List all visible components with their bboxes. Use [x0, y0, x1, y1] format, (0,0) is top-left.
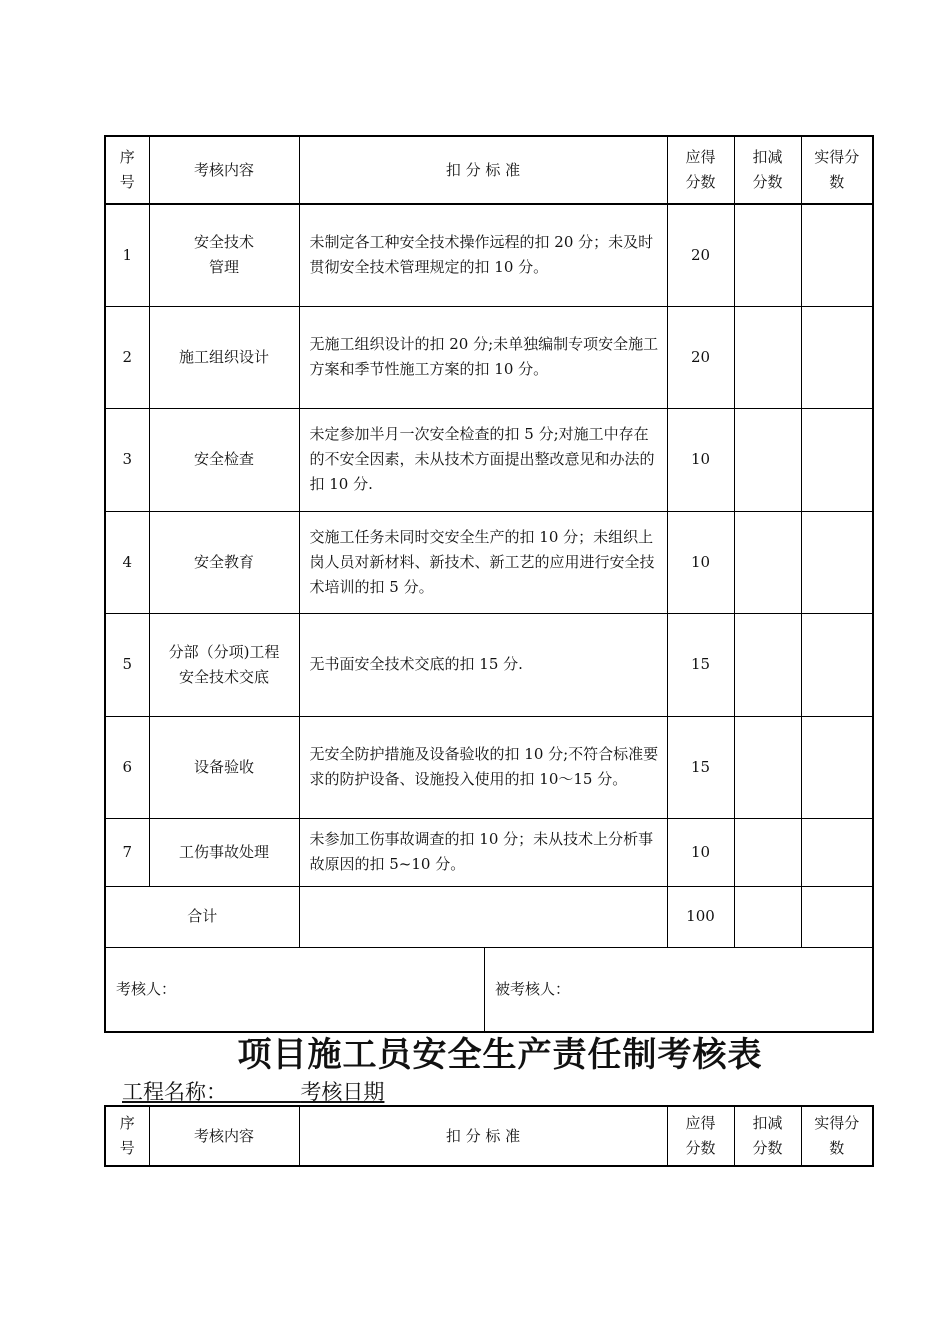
row-seq: 1 — [105, 204, 149, 306]
row-seq: 7 — [105, 818, 149, 886]
row-content: 安全教育 — [149, 511, 299, 613]
row-deducted-score[interactable] — [734, 306, 801, 408]
assessment-table-2 — [104, 1105, 874, 1167]
row-criteria: 未定参加半月一次安全检查的扣 5 分;对施工中存在的不安全因素，未从技术方面提出整改意见和办法的扣 10 分. — [299, 408, 667, 511]
header-content: 考核内容 — [149, 1106, 299, 1166]
row-deducted-score[interactable] — [734, 511, 801, 613]
row-seq: 4 — [105, 511, 149, 613]
row-due-score: 10 — [667, 408, 734, 511]
header-criteria: 扣 分 标 准 — [299, 136, 667, 204]
signature-row — [105, 947, 873, 1032]
row-seq: 6 — [105, 716, 149, 818]
row-content: 工伤事故处理 — [149, 818, 299, 886]
assessment-table — [104, 135, 874, 1033]
assessee-signature-field[interactable] — [485, 948, 872, 1031]
assessee-label: 被考核人： — [495, 979, 571, 998]
row-criteria: 无安全防护措施及设备验收的扣 10 分;不符合标准要求的防护设备、设施投入使用的扣 10～15 分。 — [299, 716, 667, 818]
table-row — [105, 613, 873, 716]
header-content: 考核内容 — [149, 136, 299, 204]
row-content: 设备验收 — [149, 716, 299, 818]
table-row — [105, 408, 873, 511]
row-seq: 2 — [105, 306, 149, 408]
row-due-score: 15 — [667, 613, 734, 716]
row-due-score: 15 — [667, 716, 734, 818]
table-header-row — [105, 1106, 873, 1166]
header-deducted-score: 扣减分数 — [734, 136, 801, 204]
row-criteria: 无施工组织设计的扣 20 分;未单独编制专项安全施工方案和季节性施工方案的扣 10 分。 — [299, 306, 667, 408]
total-row — [105, 886, 873, 947]
row-actual-score[interactable] — [801, 306, 873, 408]
row-criteria: 交施工任务未同时交安全生产的扣 10 分；未组织上岗人员对新材料、新技术、新工艺的应用进行安全技术培训的扣 5 分。 — [299, 511, 667, 613]
row-actual-score[interactable] — [801, 613, 873, 716]
row-deducted-score[interactable] — [734, 408, 801, 511]
row-content: 施工组织设计 — [149, 306, 299, 408]
table-row — [105, 511, 873, 613]
header-criteria: 扣 分 标 准 — [299, 1106, 667, 1166]
table-row — [105, 204, 873, 306]
row-actual-score[interactable] — [801, 408, 873, 511]
row-criteria: 未参加工伤事故调查的扣 10 分；未从技术上分析事故原因的扣 5~10 分。 — [299, 818, 667, 886]
row-due-score: 10 — [667, 511, 734, 613]
row-deducted-score[interactable] — [734, 204, 801, 306]
row-deducted-score[interactable] — [734, 613, 801, 716]
table-row — [105, 716, 873, 818]
assessor-signature-field[interactable] — [106, 948, 485, 1031]
project-name-field[interactable] — [227, 1080, 300, 1104]
row-actual-score[interactable] — [801, 716, 873, 818]
row-deducted-score[interactable] — [734, 716, 801, 818]
header-actual-score: 实得分数 — [801, 136, 873, 204]
row-content: 安全检查 — [149, 408, 299, 511]
total-due-score: 100 — [667, 886, 734, 947]
total-deducted-score[interactable] — [734, 886, 801, 947]
total-criteria — [299, 886, 667, 947]
row-seq: 5 — [105, 613, 149, 716]
header-seq: 序号 — [105, 1106, 149, 1166]
table-header-row — [105, 136, 873, 204]
row-content: 安全技术 管理 — [149, 204, 299, 306]
header-seq: 序号 — [105, 136, 149, 204]
assessment-date-label: 考核日期 — [300, 1080, 385, 1104]
row-seq: 3 — [105, 408, 149, 511]
header-actual-score: 实得分数 — [801, 1106, 873, 1166]
row-due-score: 20 — [667, 204, 734, 306]
row-actual-score[interactable] — [801, 818, 873, 886]
form-title: 项目施工员安全生产责任制考核表 — [237, 1035, 763, 1075]
header-due-score: 应得分数 — [667, 136, 734, 204]
row-content: 分部（分项)工程 安全技术交底 — [149, 613, 299, 716]
row-actual-score[interactable] — [801, 511, 873, 613]
table-row — [105, 306, 873, 408]
header-due-score: 应得分数 — [667, 1106, 734, 1166]
row-criteria: 未制定各工种安全技术操作远程的扣 20 分；未及时贯彻安全技术管理规定的扣 10 分。 — [299, 204, 667, 306]
project-name-label: 工程名称： — [122, 1080, 227, 1104]
table-row — [105, 818, 873, 886]
row-due-score: 10 — [667, 818, 734, 886]
assessor-label: 考核人： — [116, 979, 177, 998]
row-deducted-score[interactable] — [734, 818, 801, 886]
form-meta-line — [122, 1078, 384, 1106]
total-actual-score[interactable] — [801, 886, 873, 947]
row-criteria: 无书面安全技术交底的扣 15 分. — [299, 613, 667, 716]
row-due-score: 20 — [667, 306, 734, 408]
total-label: 合计 — [105, 886, 299, 947]
row-actual-score[interactable] — [801, 204, 873, 306]
header-deducted-score: 扣减分数 — [734, 1106, 801, 1166]
